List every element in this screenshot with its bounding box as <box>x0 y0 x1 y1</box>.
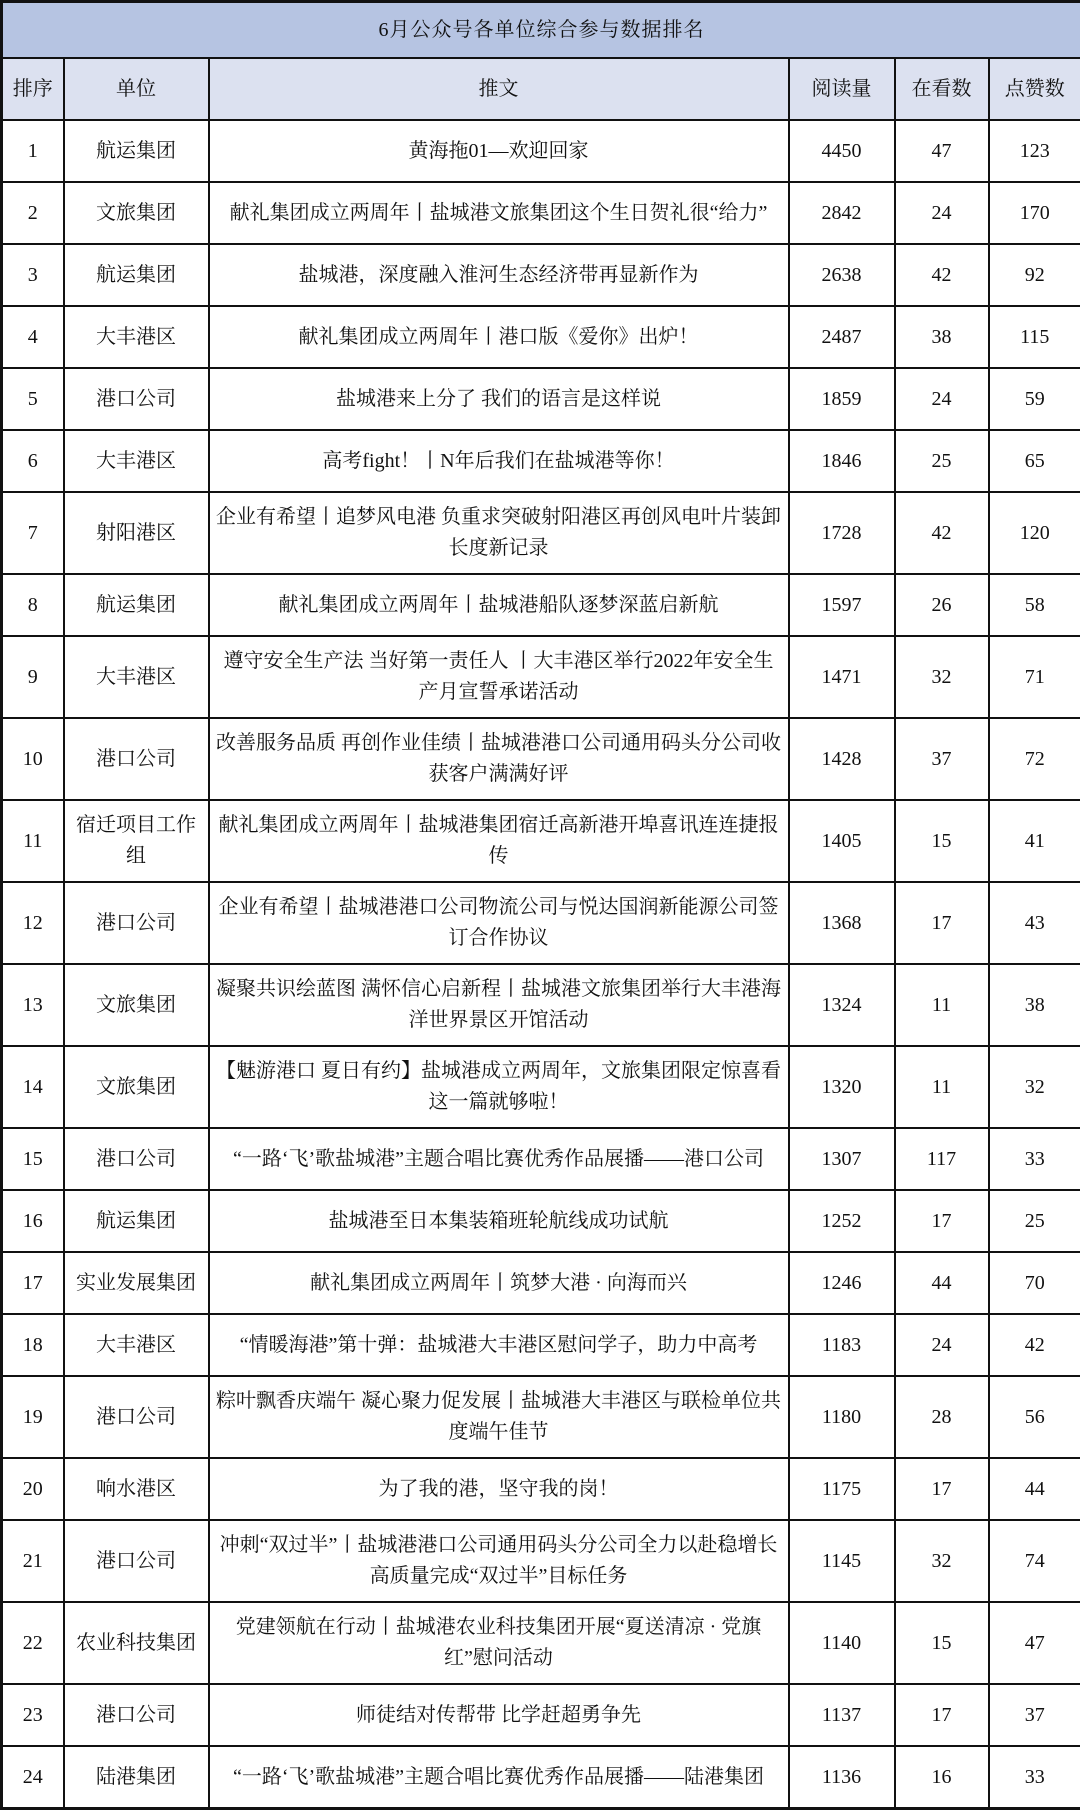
views-cell: 17 <box>895 1458 989 1520</box>
likes-cell: 92 <box>989 244 1080 306</box>
rank-cell: 8 <box>2 574 64 636</box>
views-cell: 28 <box>895 1376 989 1458</box>
post-cell: 盐城港来上分了 我们的语言是这样说 <box>209 368 789 430</box>
reads-cell: 1180 <box>789 1376 895 1458</box>
rank-cell: 17 <box>2 1252 64 1314</box>
unit-cell: 港口公司 <box>64 1684 209 1746</box>
table-row <box>2 574 1080 636</box>
table-row <box>2 882 1080 964</box>
post-cell: 盐城港至日本集装箱班轮航线成功试航 <box>209 1190 789 1252</box>
col-header-unit: 单位 <box>64 58 209 120</box>
rank-cell: 23 <box>2 1684 64 1746</box>
reads-cell: 1252 <box>789 1190 895 1252</box>
likes-cell: 43 <box>989 882 1080 964</box>
likes-cell: 70 <box>989 1252 1080 1314</box>
likes-cell: 32 <box>989 1046 1080 1128</box>
likes-cell: 65 <box>989 430 1080 492</box>
reads-cell: 1136 <box>789 1746 895 1809</box>
views-cell: 42 <box>895 492 989 574</box>
reads-cell: 1859 <box>789 368 895 430</box>
reads-cell: 1728 <box>789 492 895 574</box>
table-row <box>2 492 1080 574</box>
unit-cell: 文旅集团 <box>64 182 209 244</box>
reads-cell: 1368 <box>789 882 895 964</box>
table-row <box>2 1684 1080 1746</box>
table-row <box>2 800 1080 882</box>
rank-cell: 3 <box>2 244 64 306</box>
header-row <box>2 58 1080 120</box>
reads-cell: 1405 <box>789 800 895 882</box>
table-row <box>2 636 1080 718</box>
unit-cell: 大丰港区 <box>64 430 209 492</box>
views-cell: 24 <box>895 182 989 244</box>
unit-cell: 大丰港区 <box>64 306 209 368</box>
rank-cell: 18 <box>2 1314 64 1376</box>
views-cell: 24 <box>895 1314 989 1376</box>
likes-cell: 41 <box>989 800 1080 882</box>
likes-cell: 74 <box>989 1520 1080 1602</box>
reads-cell: 2842 <box>789 182 895 244</box>
unit-cell: 射阳港区 <box>64 492 209 574</box>
table-row <box>2 430 1080 492</box>
post-cell: 企业有希望丨追梦风电港 负重求突破射阳港区再创风电叶片装卸长度新记录 <box>209 492 789 574</box>
views-cell: 11 <box>895 1046 989 1128</box>
table-row <box>2 120 1080 182</box>
post-cell: 【魅游港口 夏日有约】盐城港成立两周年，文旅集团限定惊喜看这一篇就够啦！ <box>209 1046 789 1128</box>
rank-cell: 15 <box>2 1128 64 1190</box>
views-cell: 11 <box>895 964 989 1046</box>
likes-cell: 25 <box>989 1190 1080 1252</box>
unit-cell: 港口公司 <box>64 882 209 964</box>
table-row <box>2 964 1080 1046</box>
reads-cell: 1175 <box>789 1458 895 1520</box>
rank-cell: 10 <box>2 718 64 800</box>
reads-cell: 1307 <box>789 1128 895 1190</box>
rank-cell: 22 <box>2 1602 64 1684</box>
table-row <box>2 1520 1080 1602</box>
reads-cell: 1324 <box>789 964 895 1046</box>
post-cell: “一路‘飞’歌盐城港”主题合唱比赛优秀作品展播——港口公司 <box>209 1128 789 1190</box>
unit-cell: 航运集团 <box>64 120 209 182</box>
rank-cell: 14 <box>2 1046 64 1128</box>
table-row <box>2 182 1080 244</box>
unit-cell: 农业科技集团 <box>64 1602 209 1684</box>
unit-cell: 港口公司 <box>64 1376 209 1458</box>
views-cell: 117 <box>895 1128 989 1190</box>
post-cell: 献礼集团成立两周年丨盐城港集团宿迁高新港开埠喜讯连连捷报传 <box>209 800 789 882</box>
table-body <box>2 120 1080 1809</box>
post-cell: 黄海拖01—欢迎回家 <box>209 120 789 182</box>
unit-cell: 港口公司 <box>64 1128 209 1190</box>
reads-cell: 1428 <box>789 718 895 800</box>
rank-cell: 20 <box>2 1458 64 1520</box>
post-cell: 凝聚共识绘蓝图 满怀信心启新程丨盐城港文旅集团举行大丰港海洋世界景区开馆活动 <box>209 964 789 1046</box>
rank-cell: 9 <box>2 636 64 718</box>
unit-cell: 大丰港区 <box>64 636 209 718</box>
unit-cell: 文旅集团 <box>64 964 209 1046</box>
views-cell: 24 <box>895 368 989 430</box>
table-title: 6月公众号各单位综合参与数据排名 <box>2 2 1080 59</box>
col-header-reads: 阅读量 <box>789 58 895 120</box>
post-cell: 高考fight！丨N年后我们在盐城港等你！ <box>209 430 789 492</box>
likes-cell: 38 <box>989 964 1080 1046</box>
rank-cell: 13 <box>2 964 64 1046</box>
rank-cell: 19 <box>2 1376 64 1458</box>
unit-cell: 实业发展集团 <box>64 1252 209 1314</box>
rank-cell: 7 <box>2 492 64 574</box>
rank-cell: 1 <box>2 120 64 182</box>
post-cell: “一路‘飞’歌盐城港”主题合唱比赛优秀作品展播——陆港集团 <box>209 1746 789 1809</box>
likes-cell: 115 <box>989 306 1080 368</box>
post-cell: 献礼集团成立两周年丨筑梦大港 · 向海而兴 <box>209 1252 789 1314</box>
likes-cell: 120 <box>989 492 1080 574</box>
table-row <box>2 244 1080 306</box>
reads-cell: 1145 <box>789 1520 895 1602</box>
views-cell: 17 <box>895 882 989 964</box>
views-cell: 17 <box>895 1684 989 1746</box>
post-cell: 改善服务品质 再创作业佳绩丨盐城港港口公司通用码头分公司收获客户满满好评 <box>209 718 789 800</box>
post-cell: 冲刺“双过半”丨盐城港港口公司通用码头分公司全力以赴稳增长 高质量完成“双过半”目标任务 <box>209 1520 789 1602</box>
likes-cell: 37 <box>989 1684 1080 1746</box>
rank-cell: 2 <box>2 182 64 244</box>
views-cell: 38 <box>895 306 989 368</box>
rank-cell: 11 <box>2 800 64 882</box>
post-cell: 献礼集团成立两周年丨盐城港船队逐梦深蓝启新航 <box>209 574 789 636</box>
views-cell: 44 <box>895 1252 989 1314</box>
unit-cell: 陆港集团 <box>64 1746 209 1809</box>
views-cell: 15 <box>895 1602 989 1684</box>
title-row <box>2 2 1080 59</box>
post-cell: 企业有希望丨盐城港港口公司物流公司与悦达国润新能源公司签订合作协议 <box>209 882 789 964</box>
post-cell: 盐城港，深度融入淮河生态经济带再显新作为 <box>209 244 789 306</box>
views-cell: 25 <box>895 430 989 492</box>
table-row <box>2 1190 1080 1252</box>
views-cell: 32 <box>895 636 989 718</box>
post-cell: 粽叶飘香庆端午 凝心聚力促发展丨盐城港大丰港区与联检单位共度端午佳节 <box>209 1376 789 1458</box>
table-row <box>2 1602 1080 1684</box>
reads-cell: 1137 <box>789 1684 895 1746</box>
table-row <box>2 1314 1080 1376</box>
rank-cell: 4 <box>2 306 64 368</box>
reads-cell: 1597 <box>789 574 895 636</box>
table-row <box>2 1376 1080 1458</box>
post-cell: 党建领航在行动丨盐城港农业科技集团开展“夏送清凉 · 党旗红”慰问活动 <box>209 1602 789 1684</box>
views-cell: 47 <box>895 120 989 182</box>
likes-cell: 56 <box>989 1376 1080 1458</box>
rank-cell: 5 <box>2 368 64 430</box>
unit-cell: 航运集团 <box>64 1190 209 1252</box>
reads-cell: 2487 <box>789 306 895 368</box>
reads-cell: 1183 <box>789 1314 895 1376</box>
likes-cell: 170 <box>989 182 1080 244</box>
likes-cell: 33 <box>989 1746 1080 1809</box>
rank-cell: 6 <box>2 430 64 492</box>
reads-cell: 1140 <box>789 1602 895 1684</box>
unit-cell: 航运集团 <box>64 244 209 306</box>
views-cell: 16 <box>895 1746 989 1809</box>
post-cell: 献礼集团成立两周年丨盐城港文旅集团这个生日贺礼很“给力” <box>209 182 789 244</box>
likes-cell: 44 <box>989 1458 1080 1520</box>
post-cell: 为了我的港，坚守我的岗！ <box>209 1458 789 1520</box>
table-row <box>2 718 1080 800</box>
unit-cell: 航运集团 <box>64 574 209 636</box>
likes-cell: 47 <box>989 1602 1080 1684</box>
unit-cell: 响水港区 <box>64 1458 209 1520</box>
reads-cell: 1246 <box>789 1252 895 1314</box>
views-cell: 26 <box>895 574 989 636</box>
views-cell: 17 <box>895 1190 989 1252</box>
rank-cell: 12 <box>2 882 64 964</box>
likes-cell: 72 <box>989 718 1080 800</box>
post-cell: 师徒结对传帮带 比学赶超勇争先 <box>209 1684 789 1746</box>
reads-cell: 4450 <box>789 120 895 182</box>
col-header-views: 在看数 <box>895 58 989 120</box>
views-cell: 37 <box>895 718 989 800</box>
rank-cell: 21 <box>2 1520 64 1602</box>
post-cell: 献礼集团成立两周年丨港口版《爱你》出炉！ <box>209 306 789 368</box>
views-cell: 15 <box>895 800 989 882</box>
unit-cell: 港口公司 <box>64 718 209 800</box>
col-header-rank: 排序 <box>2 58 64 120</box>
table-row <box>2 1458 1080 1520</box>
col-header-likes: 点赞数 <box>989 58 1080 120</box>
col-header-post: 推文 <box>209 58 789 120</box>
table-row <box>2 1746 1080 1809</box>
unit-cell: 宿迁项目工作组 <box>64 800 209 882</box>
likes-cell: 71 <box>989 636 1080 718</box>
post-cell: 遵守安全生产法 当好第一责任人 丨大丰港区举行2022年安全生产月宣誓承诺活动 <box>209 636 789 718</box>
post-cell: “情暖海港”第十弹：盐城港大丰港区慰问学子，助力中高考 <box>209 1314 789 1376</box>
table-row <box>2 1128 1080 1190</box>
unit-cell: 大丰港区 <box>64 1314 209 1376</box>
reads-cell: 1846 <box>789 430 895 492</box>
table-row <box>2 1252 1080 1314</box>
table-row <box>2 1046 1080 1128</box>
likes-cell: 42 <box>989 1314 1080 1376</box>
table-row <box>2 368 1080 430</box>
unit-cell: 文旅集团 <box>64 1046 209 1128</box>
rank-cell: 24 <box>2 1746 64 1809</box>
rank-cell: 16 <box>2 1190 64 1252</box>
reads-cell: 1320 <box>789 1046 895 1128</box>
reads-cell: 1471 <box>789 636 895 718</box>
likes-cell: 123 <box>989 120 1080 182</box>
reads-cell: 2638 <box>789 244 895 306</box>
likes-cell: 33 <box>989 1128 1080 1190</box>
likes-cell: 59 <box>989 368 1080 430</box>
unit-cell: 港口公司 <box>64 368 209 430</box>
views-cell: 42 <box>895 244 989 306</box>
likes-cell: 58 <box>989 574 1080 636</box>
unit-cell: 港口公司 <box>64 1520 209 1602</box>
views-cell: 32 <box>895 1520 989 1602</box>
table-row <box>2 306 1080 368</box>
